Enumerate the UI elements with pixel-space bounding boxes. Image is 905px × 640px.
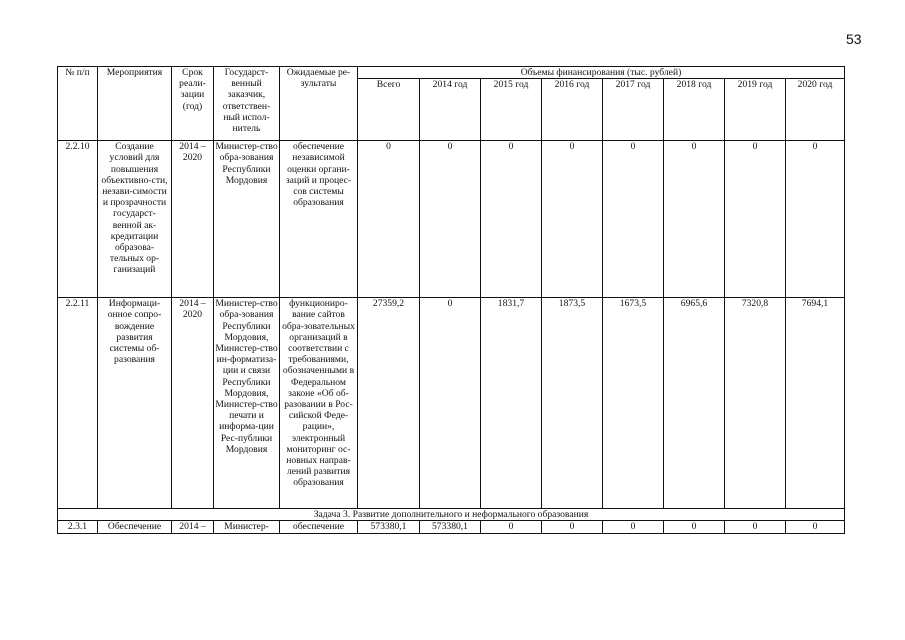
row-value-2016: 0 bbox=[542, 521, 603, 533]
row-results: обеспечение независимой оценки органи-заций и процес-сов системы образования bbox=[280, 141, 358, 298]
row-value-2019: 0 bbox=[725, 141, 786, 298]
row-customer: Министер-ство обра-зования Республики Мордовия, Министер-ство ин-форматиза-ции и связи Республики Мордовия, Министер-ство печати и информа-ции Рес-публики Мордовия bbox=[214, 298, 280, 509]
row-value-2015: 1831,7 bbox=[481, 298, 542, 509]
row-number: 2.2.11 bbox=[58, 298, 98, 509]
row-value-2018: 0 bbox=[664, 141, 725, 298]
row-results: обеспечение bbox=[280, 521, 358, 533]
table-row bbox=[58, 521, 845, 533]
header-funding-2018: 2018 год bbox=[664, 79, 725, 141]
row-activity: Информаци-онное сопро-вождение развития системы об-разования bbox=[98, 298, 172, 509]
row-value-2017: 1673,5 bbox=[603, 298, 664, 509]
row-term: 2014 – 2020 bbox=[172, 298, 214, 509]
header-term: Срок реали-зации (год) bbox=[172, 67, 214, 141]
header-results: Ожидаемые ре-зультаты bbox=[280, 67, 358, 141]
header-funding-2016: 2016 год bbox=[542, 79, 603, 141]
header-funding-2015: 2015 год bbox=[481, 79, 542, 141]
row-value-2017: 0 bbox=[603, 141, 664, 298]
row-value-2016: 1873,5 bbox=[542, 298, 603, 509]
header-funding-2019: 2019 год bbox=[725, 79, 786, 141]
row-customer: Министер-ство обра-зования Республики Мордовия bbox=[214, 141, 280, 298]
row-value-total: 27359,2 bbox=[358, 298, 420, 509]
row-value-2014: 0 bbox=[420, 298, 481, 509]
financing-table bbox=[57, 66, 845, 534]
row-value-2014: 0 bbox=[420, 141, 481, 298]
header-funding-total: Всего bbox=[358, 79, 420, 141]
row-value-total: 0 bbox=[358, 141, 420, 298]
header-activity: Мероприятия bbox=[98, 67, 172, 141]
row-value-2018: 0 bbox=[664, 521, 725, 533]
row-number: 2.2.10 bbox=[58, 141, 98, 298]
row-value-2019: 0 bbox=[725, 521, 786, 533]
row-value-2016: 0 bbox=[542, 141, 603, 298]
header-funding-2014: 2014 год bbox=[420, 79, 481, 141]
row-value-2019: 7320,8 bbox=[725, 298, 786, 509]
header-funding-2020: 2020 год bbox=[786, 79, 845, 141]
row-term: 2014 – 2020 bbox=[172, 141, 214, 298]
header-customer: Государст-венный заказчик, ответствен-ный испол-нитель bbox=[214, 67, 280, 141]
table-row bbox=[58, 141, 845, 298]
row-value-2020: 0 bbox=[786, 521, 845, 533]
task-section-row: Задача 3. Развитие дополнительного и неформального образования bbox=[58, 509, 845, 521]
row-value-2018: 6965,6 bbox=[664, 298, 725, 509]
row-value-2015: 0 bbox=[481, 141, 542, 298]
row-value-2014: 573380,1 bbox=[420, 521, 481, 533]
row-value-2020: 7694,1 bbox=[786, 298, 845, 509]
page-number: 53 bbox=[846, 31, 862, 47]
row-value-2020: 0 bbox=[786, 141, 845, 298]
row-results: функциониро-вание сайтов обра-зовательных организаций в соответствии с требованиями, обозначенными в Федеральном законе «Об об-разовании в Рос-сийской Феде-рации», электронный мониторинг ос-новных направ-лений развития образования bbox=[280, 298, 358, 509]
row-customer: Министер- bbox=[214, 521, 280, 533]
table-row bbox=[58, 298, 845, 509]
row-value-2017: 0 bbox=[603, 521, 664, 533]
row-value-2015: 0 bbox=[481, 521, 542, 533]
row-value-total: 573380,1 bbox=[358, 521, 420, 533]
header-no: № п/п bbox=[58, 67, 98, 141]
header-funding-group: Объемы финансирования (тыс. рублей) bbox=[358, 67, 845, 79]
row-activity: Обеспечение bbox=[98, 521, 172, 533]
row-number: 2.3.1 bbox=[58, 521, 98, 533]
row-term: 2014 – bbox=[172, 521, 214, 533]
header-funding-2017: 2017 год bbox=[603, 79, 664, 141]
row-activity: Создание условий для повышения объективно-сти, незави-симости и прозрачности государст-венной ак-кредитации образова-тельных ор-ганизаций bbox=[98, 141, 172, 298]
